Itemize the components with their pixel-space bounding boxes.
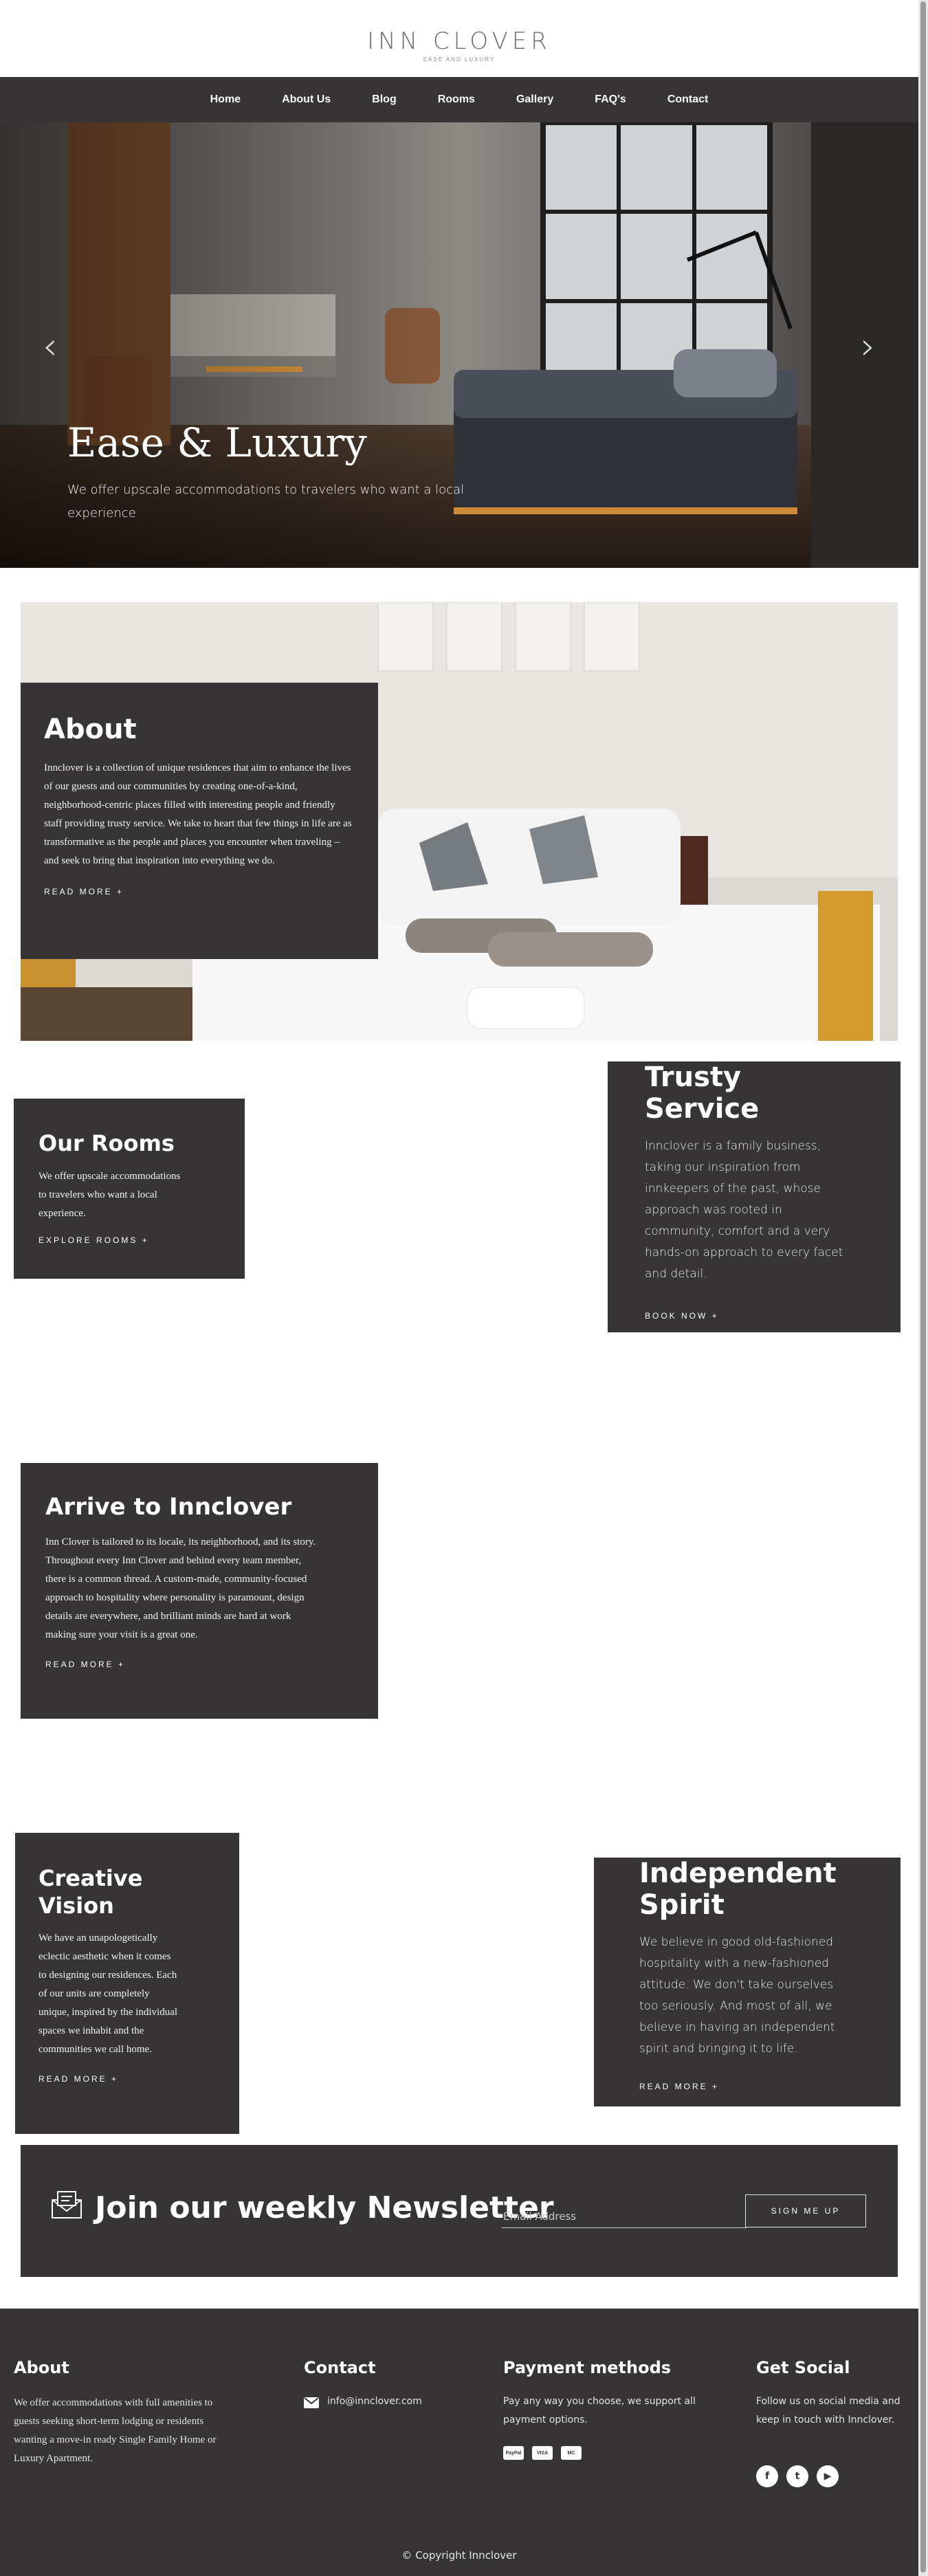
site-logo[interactable] <box>0 27 918 63</box>
footer-contact-title: Contact <box>304 2358 376 2377</box>
site-footer <box>0 2309 918 2576</box>
twitter-icon[interactable]: t <box>786 2465 808 2487</box>
nav-item-about-us[interactable]: About Us <box>282 93 331 105</box>
sign-me-up-button[interactable]: SIGN ME UP <box>745 2194 866 2227</box>
footer-about-title: About <box>14 2358 69 2377</box>
nav-item-rooms[interactable]: Rooms <box>437 93 475 105</box>
logo-tagline: EASE AND LUXURY <box>423 56 496 63</box>
rooms-card <box>14 1099 245 1279</box>
creative-vision-card <box>15 1833 239 2134</box>
rooms-body: We offer upscale accommodations to travelers who want a local experience. <box>38 1171 181 1219</box>
nav-item-gallery[interactable]: Gallery <box>516 93 554 105</box>
about-card <box>21 683 378 959</box>
hero-slider <box>0 122 918 568</box>
trusty-body: Innclover is a family business, taking our inspiration from innkeepers of the past, whose approach was rooted in community, comfort and a very hands-on approach to every facet and detail. <box>645 1139 843 1281</box>
scrollbar-thumb[interactable] <box>920 1 926 2573</box>
about-read-more-link[interactable]: READ MORE + <box>44 887 124 896</box>
copyright: © Copyright Innclover <box>401 2549 517 2562</box>
site-header <box>0 0 918 77</box>
email-field[interactable] <box>502 2205 747 2228</box>
envelope-icon <box>51 2190 82 2219</box>
nav-item-contact[interactable]: Contact <box>667 93 709 105</box>
nav-item-blog[interactable]: Blog <box>372 93 397 105</box>
book-now-link[interactable]: BOOK NOW + <box>645 1311 719 1321</box>
arrive-body: Inn Clover is tailored to its locale, its neighborhood, and its story. Throughout every Inn Clover and behind every team member, there is a common thread. A custom-made, community-focused approach to hospitality where personality is paramount, design details are everywhere, and brilliant minds are hard at work making sure your visit is a great one. <box>45 1537 316 1640</box>
footer-about-body: We offer accommodations with full amenities to guests seeking short-term lodging or residents wanting a move-in ready Single Family Home or Luxury Apartment. <box>14 2397 217 2464</box>
footer-social-body: Follow us on social media and keep in touch with Innclover. <box>756 2396 901 2425</box>
explore-rooms-link[interactable]: EXPLORE ROOMS + <box>38 1235 149 1245</box>
facebook-icon[interactable]: f <box>756 2465 778 2487</box>
envelope-icon <box>304 2397 319 2408</box>
nav-item-faqs[interactable]: FAQ's <box>595 93 626 105</box>
trusty-service-card <box>608 1061 901 1332</box>
footer-payment-title: Payment methods <box>503 2358 672 2377</box>
arrive-card <box>21 1463 378 1719</box>
creative-read-more-link[interactable]: READ MORE + <box>38 2074 119 2084</box>
newsletter-section <box>21 2145 898 2277</box>
hero-title: Ease & Luxury <box>67 419 367 466</box>
independent-body: We believe in good old-fashioned hospitality with a new-fashioned attitude. We don't take ourselves too seriously. And most of all, we believe in having an independent spirit and bringing it to life. <box>639 1935 835 2056</box>
youtube-icon[interactable]: ▶ <box>817 2465 839 2487</box>
newsletter-title: Join our weekly Newsletter <box>95 2190 554 2225</box>
independent-spirit-card <box>594 1858 901 2106</box>
footer-payment-body: Pay any way you choose, we support all payment options. <box>503 2396 696 2425</box>
about-title: About <box>44 714 137 745</box>
chevron-left-icon[interactable]: ‹ <box>43 324 58 368</box>
logo-wordmark: INN CLOVER <box>367 27 551 55</box>
page-scrollbar[interactable] <box>918 0 928 2576</box>
trusty-title: Trusty Service <box>645 1061 760 1125</box>
creative-body: We have an unapologetically eclectic aesthetic when it comes to designing our residences. Each of our units are completely unique, inspired by the individual spaces we inhabit and the communities we call home. <box>38 1933 178 2055</box>
independent-read-more-link[interactable]: READ MORE + <box>639 2082 720 2091</box>
paypal-icon: PayPal <box>503 2446 524 2460</box>
creative-title: Creative Vision <box>38 1865 143 1919</box>
independent-title: Independent Spirit <box>639 1858 837 1921</box>
chevron-right-icon[interactable]: › <box>861 324 876 368</box>
hero-subtitle: We offer upscale accommodations to travelers who want a local experience <box>67 483 465 520</box>
about-body: Innclover is a collection of unique residences that aim to enhance the lives of our guests and our communities by creating one-of-a-kind, neighborhood-centric places filled with interesting people and friendly staff providing trusty service. We take to heart that few things in life are as transformative as the people and places you encounter when traveling – and seek to bring that inspiration into everything we do. <box>44 762 352 866</box>
mastercard-icon: MC <box>561 2446 582 2460</box>
footer-contact-email[interactable]: info@innclover.com <box>327 2396 422 2407</box>
main-nav <box>0 77 918 122</box>
arrive-read-more-link[interactable]: READ MORE + <box>45 1660 126 1669</box>
nav-item-home[interactable]: Home <box>210 93 241 105</box>
visa-icon: VISA <box>532 2446 553 2460</box>
arrive-title: Arrive to Innclover <box>45 1493 292 1521</box>
rooms-title: Our Rooms <box>38 1130 175 1156</box>
footer-social-title: Get Social <box>756 2358 850 2377</box>
